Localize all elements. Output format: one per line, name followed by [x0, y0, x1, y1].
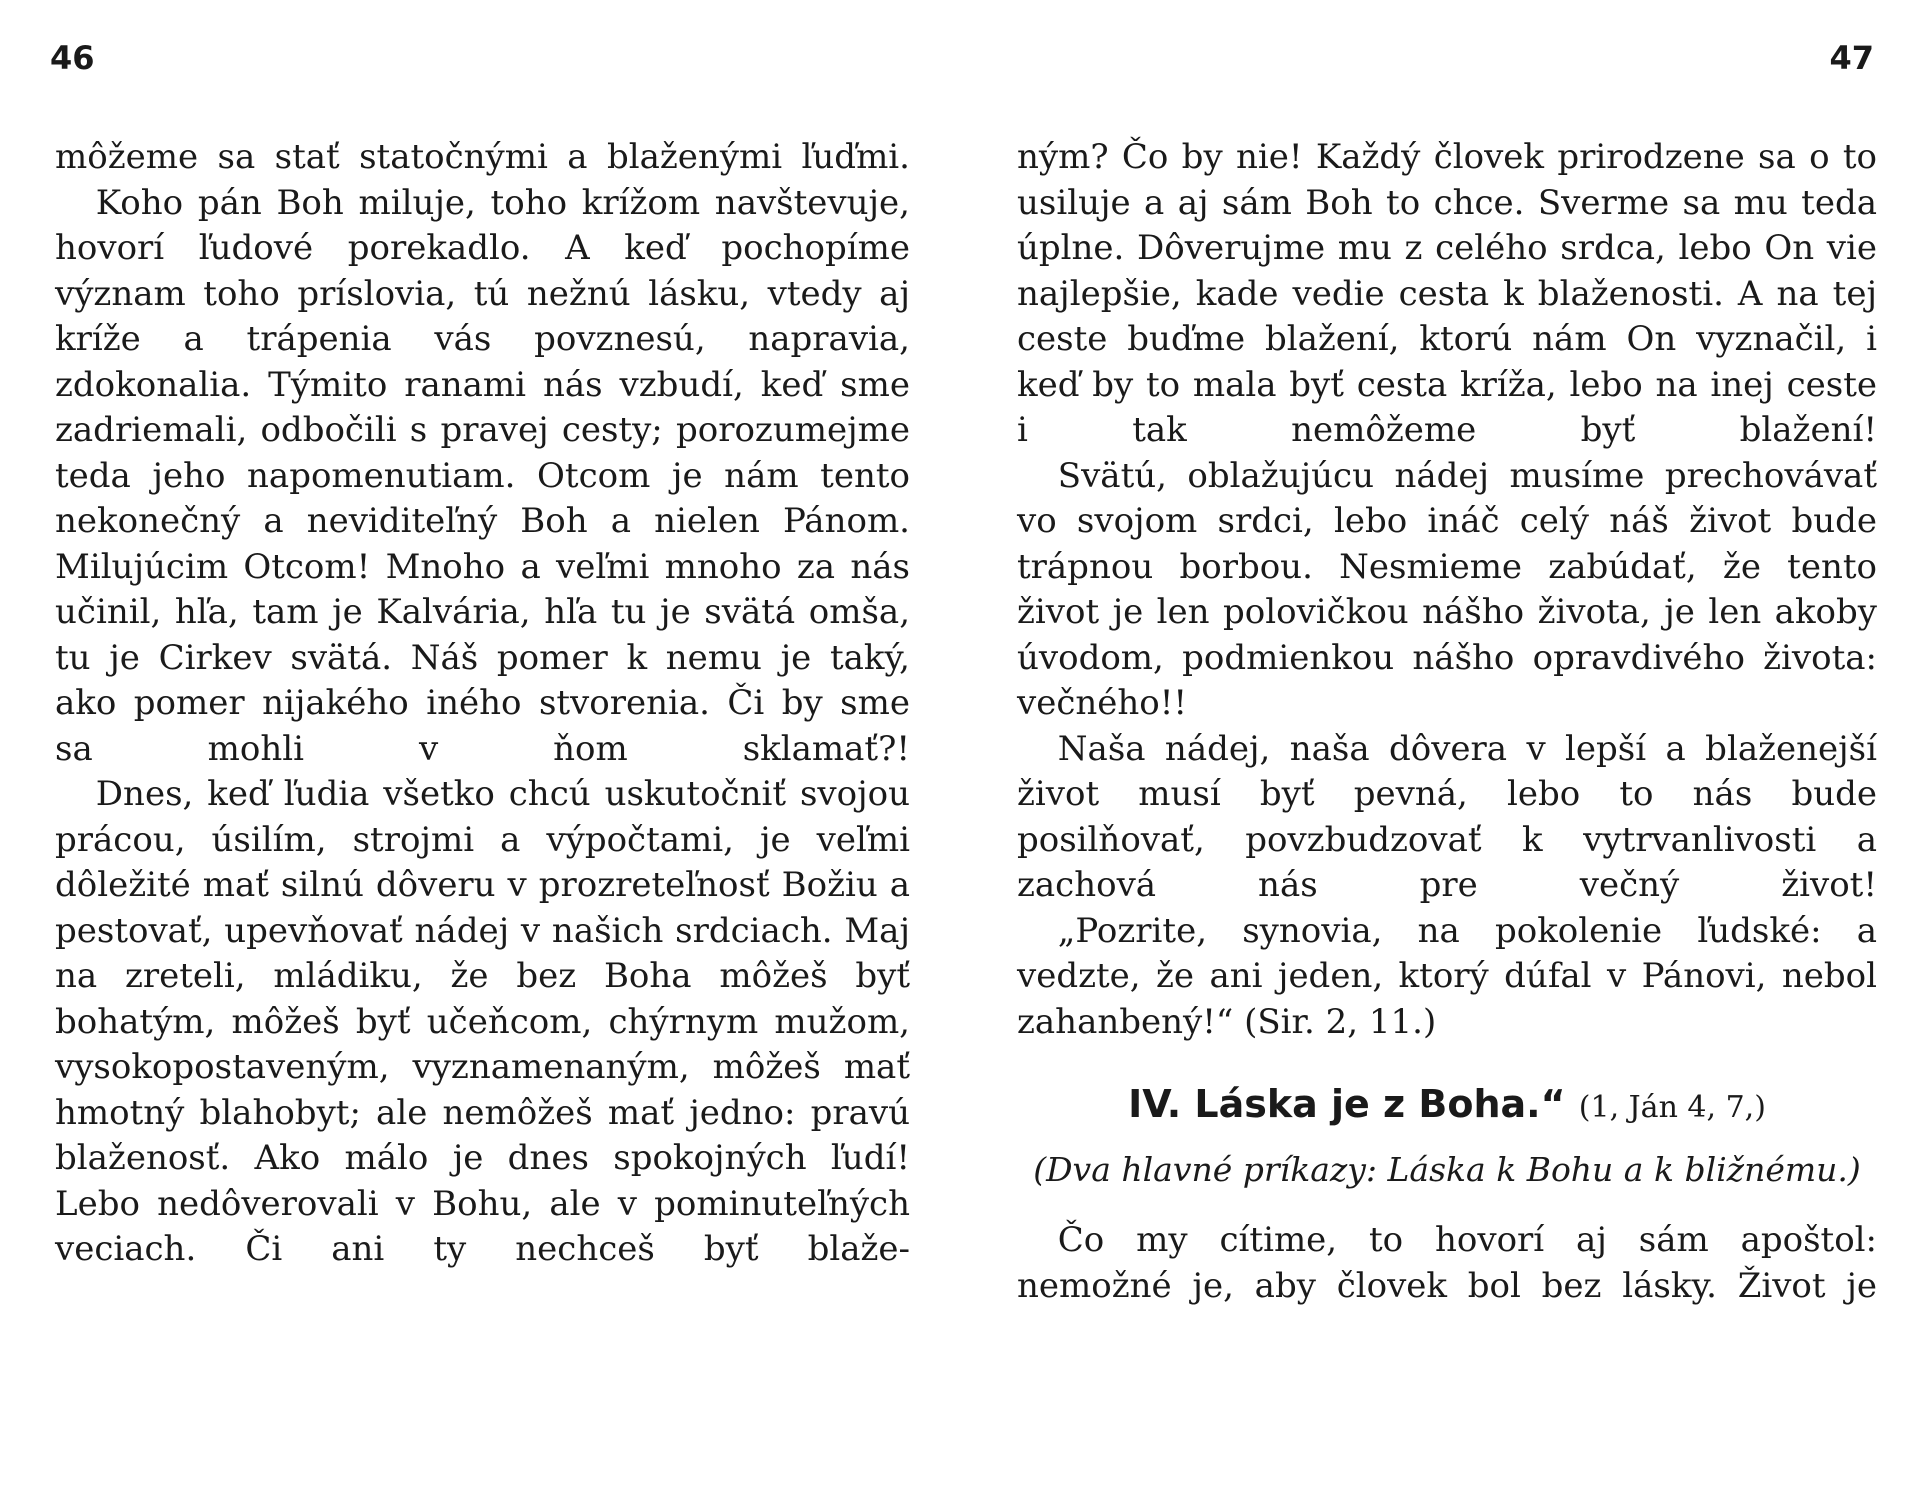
paragraph: Koho pán Boh miluje, toho krížom navštevuje, hovorí ľudové porekadlo. A keď pochopíme význam toho príslovia, tú nežnú lásku, vtedy aj kríže a trápenia vás povznesú, napravia, zdokonalia. Týmito ranami nás vzbudí, keď sme zadriemali, odbočili s pravej cesty; porozumejme teda jeho napomenutiam. Otcom je nám tento nekonečný a neviditeľný Boh a nielen Pánom. Milujúcim Otcom! Mnoho a veľmi mnoho za nás učinil, hľa, tam je Kalvária, hľa tu je svätá omša, tu je Cirkev svätá. Náš pomer k nemu je taký, ako pomer nijakého iného stvorenia. Či by sme sa mohli v ňom sklamať?! [55, 182, 910, 769]
section-subtitle: (Dva hlavné príkazy: Láska k Bohu a k bližnému.) [1033, 1150, 1861, 1189]
text-column [55, 135, 910, 1273]
paragraph: ným? Čo by nie! Každý človek prirodzene sa o to usiluje a aj sám Boh to chce. Sverme sa mu teda úplne. Dôverujme mu z celého srdca, lebo On vie najlepšie, kade vedie cesta k blaženosti. A na tej ceste buďme blažení, ktorú nám On vyznačil, i keď by to mala byť cesta kríža, lebo na inej ceste i tak nemôžeme byť blažení! [1017, 137, 1877, 450]
paragraph: Dnes, keď ľudia všetko chcú uskutočniť svojou prácou, úsilím, strojmi a výpočtami, je veľmi dôležité mať silnú dôveru v prozreteľnosť Božiu a pestovať, upevňovať nádej v našich srdciach. Maj na zreteli, mládiku, že bez Boha môžeš byť bohatým, môžeš byť učeňcom, chýrnym mužom, vysokopostaveným, vyznamenaným, môžeš mať hmotný blahobyt; ale nemôžeš mať jedno: pravú blaženosť. Ako málo je dnes spokojných ľudí! Lebo nedôverovali v Bohu, ale v pominuteľných veciach. Či ani ty nechceš byť blaže- [55, 774, 910, 1269]
text-column [1017, 135, 1877, 1309]
page-number: 46 [50, 39, 95, 77]
paragraph: Čo my cítime, to hovorí aj sám apoštol: nemožné je, aby človek bol bez lásky. Život je [1017, 1220, 1877, 1306]
paragraph: Naša nádej, naša dôvera v lepší a blaženejší život musí byť pevná, lebo to nás bude posilňovať, povzbudzovať k vytrvanlivosti a zachová nás pre večný život! [1017, 728, 1877, 905]
right-page [957, 0, 1914, 1500]
paragraph: môžeme sa stať statočnými a blaženými ľuďmi. [55, 137, 910, 177]
paragraph: Svätú, oblažujúcu nádej musíme prechovávať vo svojom srdci, lebo ináč celý náš život bude trápnou borbou. Nesmieme zabúdať, že tento život je len polovičkou nášho života, je len akoby úvodom, podmienkou nášho opravdivého života: večného!! [1017, 455, 1877, 723]
paragraph: „Pozrite, synovia, na pokolenie ľudské: a vedzte, že ani jeden, ktorý dúfal v Pánovi, nebol zahanbený!“ (Sir. 2, 11.) [1017, 910, 1877, 1042]
page-number: 47 [1829, 39, 1874, 77]
section-heading-text: IV. Láska je z Boha.“ [1128, 1082, 1566, 1126]
section-reference: (1, Ján 4, 7,) [1578, 1090, 1766, 1125]
section-heading [1017, 1079, 1877, 1133]
